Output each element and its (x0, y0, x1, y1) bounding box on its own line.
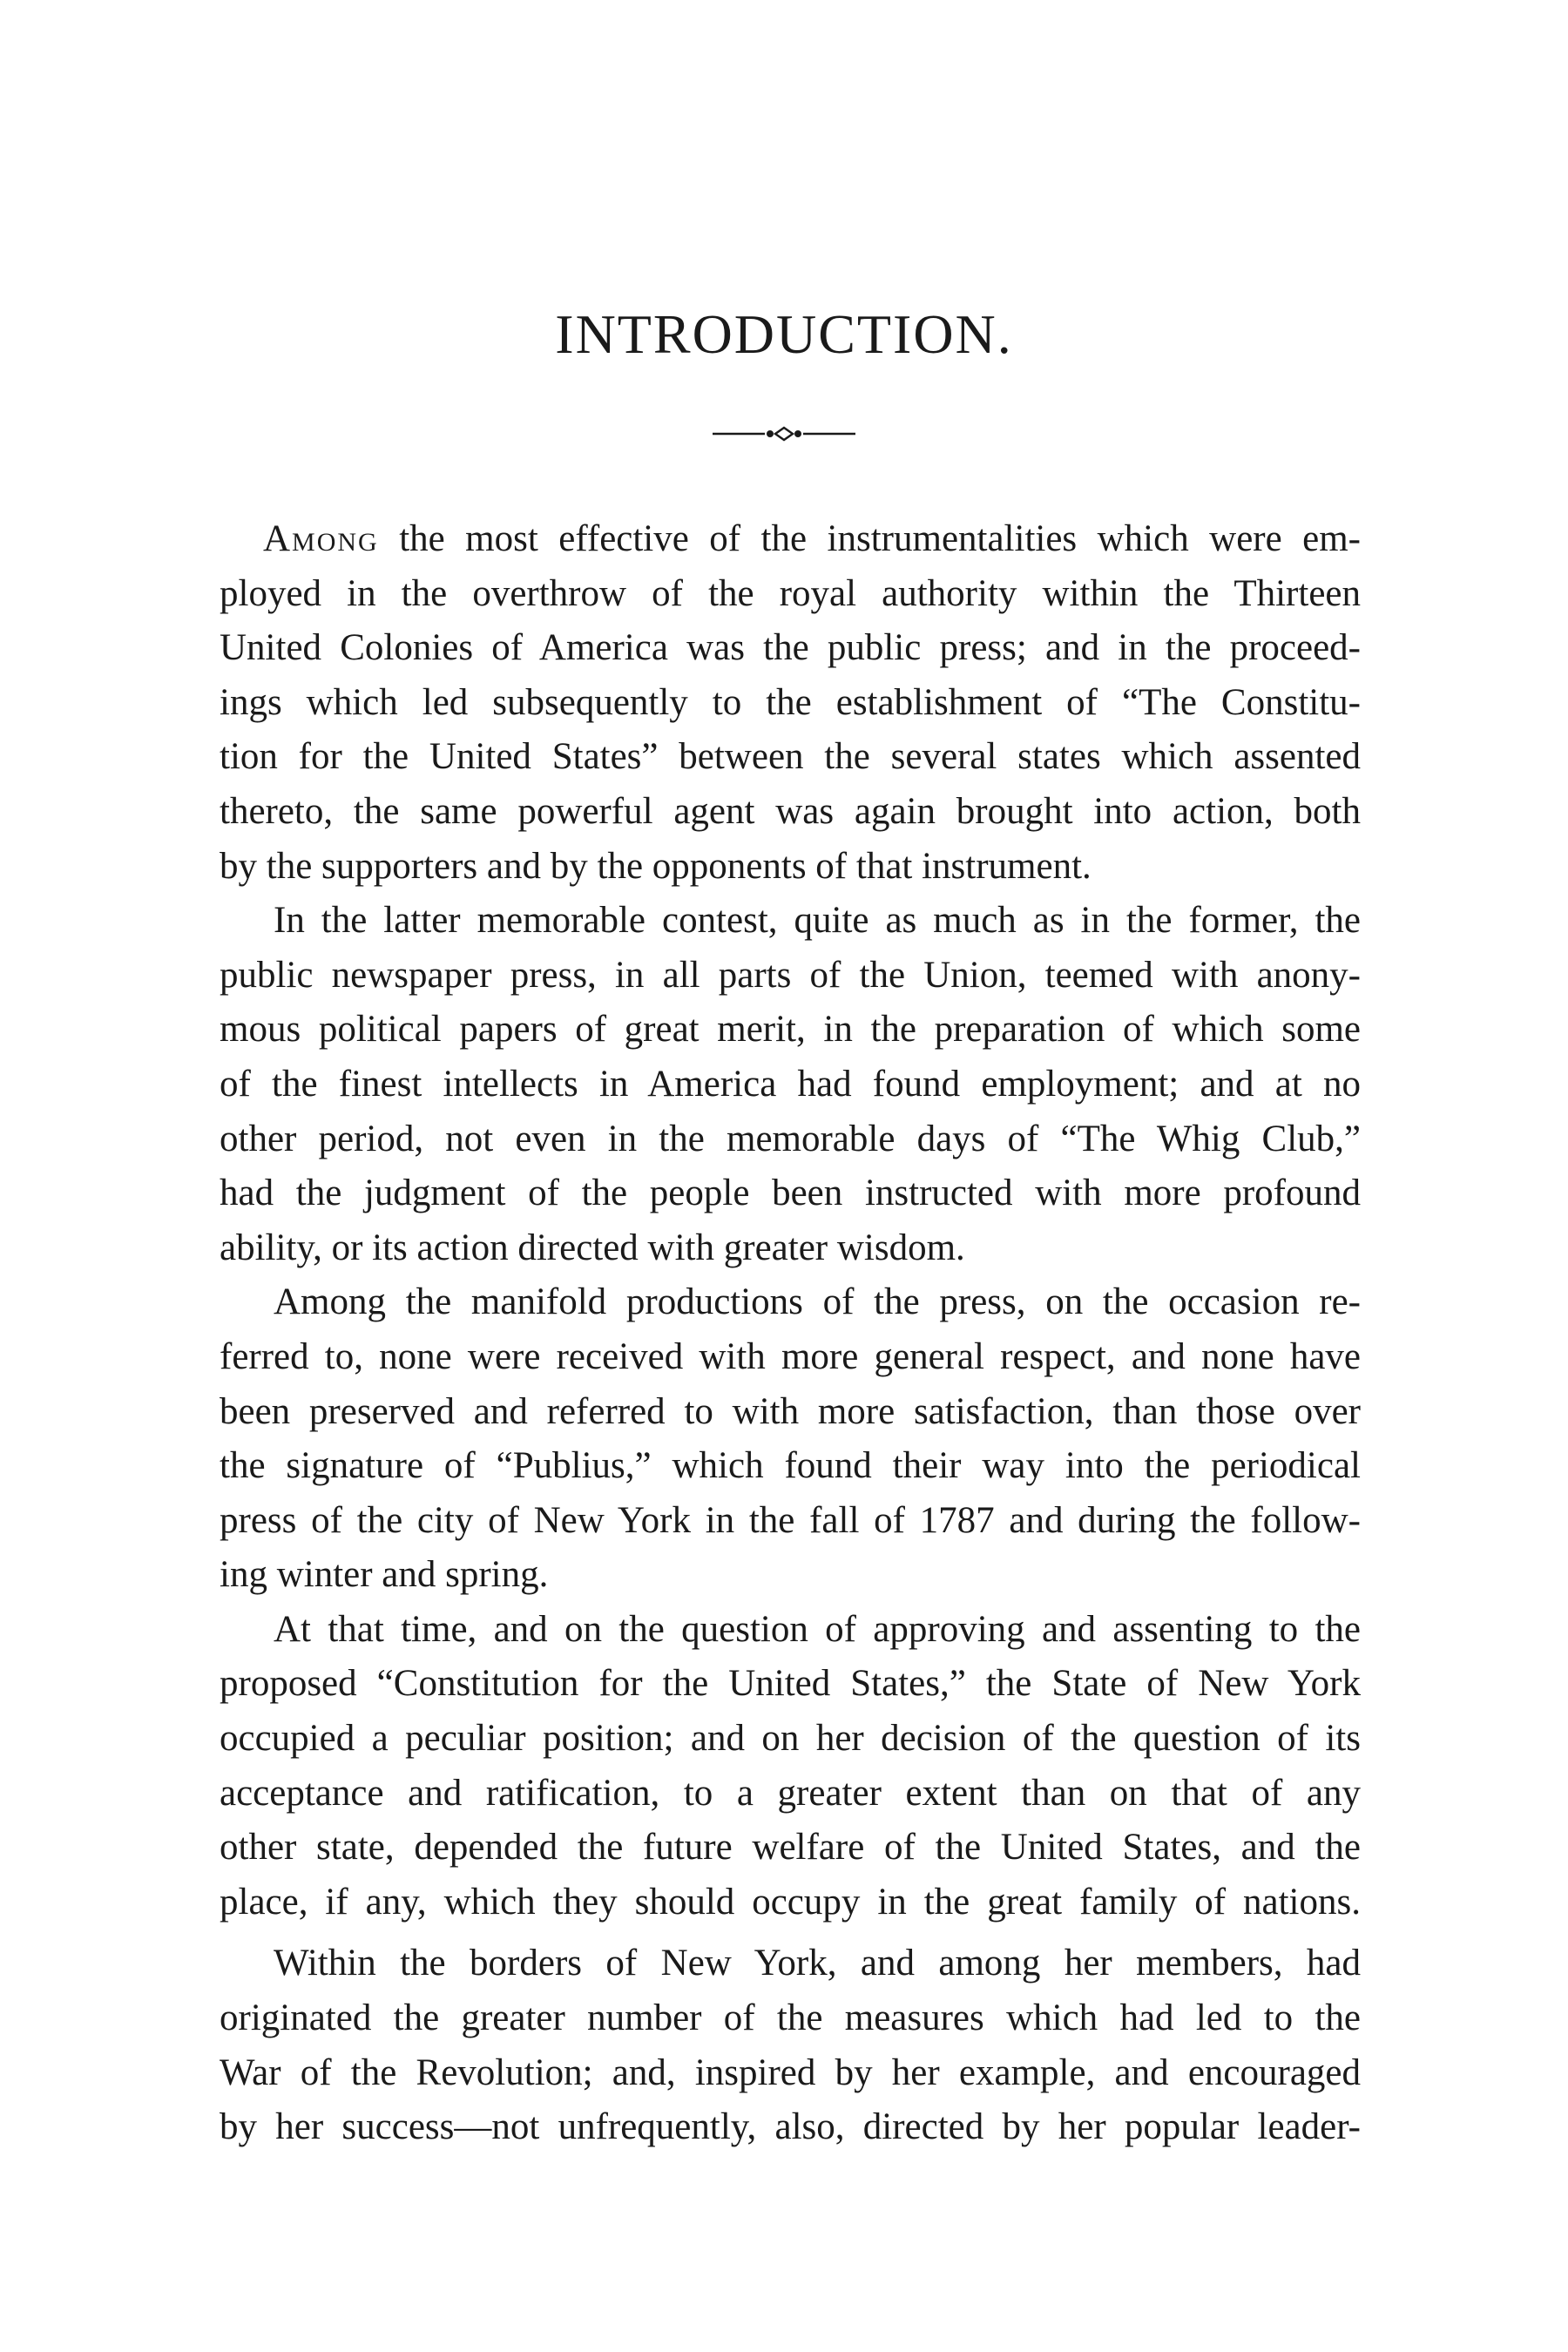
text-line: ings which led subsequently to the establishment of “The Constitu- (220, 681, 1361, 723)
paragraph-5 (220, 1936, 1361, 2154)
text-line: thereto, the same powerful agent was again brought into action, both (220, 790, 1361, 832)
text-line: Among the manifold productions of the press, on the occasion re- (274, 1281, 1361, 1323)
text-line: originated the greater number of the measures which had led to the (220, 1997, 1361, 2039)
text-line: ability, or its action directed with greater wisdom. (220, 1227, 965, 1268)
text-line: ployed in the overthrow of the royal authority within the Thirteen (220, 572, 1361, 614)
text-line: had the judgment of the people been instructed with more profound (220, 1173, 1361, 1214)
text-line: mous political papers of great merit, in the preparation of which some (220, 1009, 1361, 1051)
paragraph-4 (220, 1603, 1361, 1930)
text-line: been preserved and referred to with more satisfaction, than those over (220, 1390, 1361, 1432)
lead-word: Among (263, 518, 379, 559)
text-line: place, if any, which they should occupy in the great family of nations. (220, 1881, 1361, 1923)
text-line: United Colonies of America was the public press; and in the proceed- (220, 627, 1361, 669)
body-text (220, 512, 1361, 2155)
text-line: occupied a peculiar position; and on her decision of the question of its (220, 1718, 1361, 1760)
text-line: other period, not even in the memorable days of “The Whig Club,” (220, 1118, 1361, 1159)
text-line: Among the most effective of the instrumentalities which were em- (263, 518, 1361, 559)
text-line: War of the Revolution; and, inspired by her example, and encouraged (220, 2051, 1361, 2093)
text-line: proposed “Constitution for the United States,” the State of New York (220, 1663, 1361, 1705)
text-line: of the finest intellects in America had found employment; and at no (220, 1063, 1361, 1105)
text-line: by the supporters and by the opponents of that instrument. (220, 845, 1092, 887)
text-line: ferred to, none were received with more general respect, and none have (220, 1335, 1361, 1377)
text-line: public newspaper press, in all parts of the Union, teemed with anony- (220, 954, 1361, 996)
chapter-title: INTRODUCTION. (555, 303, 1013, 365)
text-line: ing winter and spring. (220, 1554, 549, 1596)
text-line: tion for the United States” between the several states which assented (220, 736, 1361, 778)
text-line: acceptance and ratification, to a greater extent than on that of any (220, 1772, 1361, 1814)
decorative-rule-ornament-icon (706, 416, 862, 451)
text-line: In the latter memorable contest, quite as much as in the former, the (274, 900, 1361, 942)
paragraph-1 (220, 512, 1361, 894)
paragraph-3 (220, 1275, 1361, 1603)
paragraph-2 (220, 894, 1361, 1275)
text-line: other state, depended the future welfare of the United States, and the (220, 1827, 1361, 1869)
text-line: Within the borders of New York, and among her members, had (274, 1943, 1361, 1984)
text-line: by her success—not unfrequently, also, directed by her popular leader- (220, 2106, 1361, 2148)
text-line: At that time, and on the question of approving and assenting to the (274, 1608, 1361, 1650)
text-line: the signature of “Publius,” which found their way into the periodical (220, 1445, 1361, 1487)
text-line: press of the city of New York in the fall of 1787 and during the follow- (220, 1499, 1361, 1541)
